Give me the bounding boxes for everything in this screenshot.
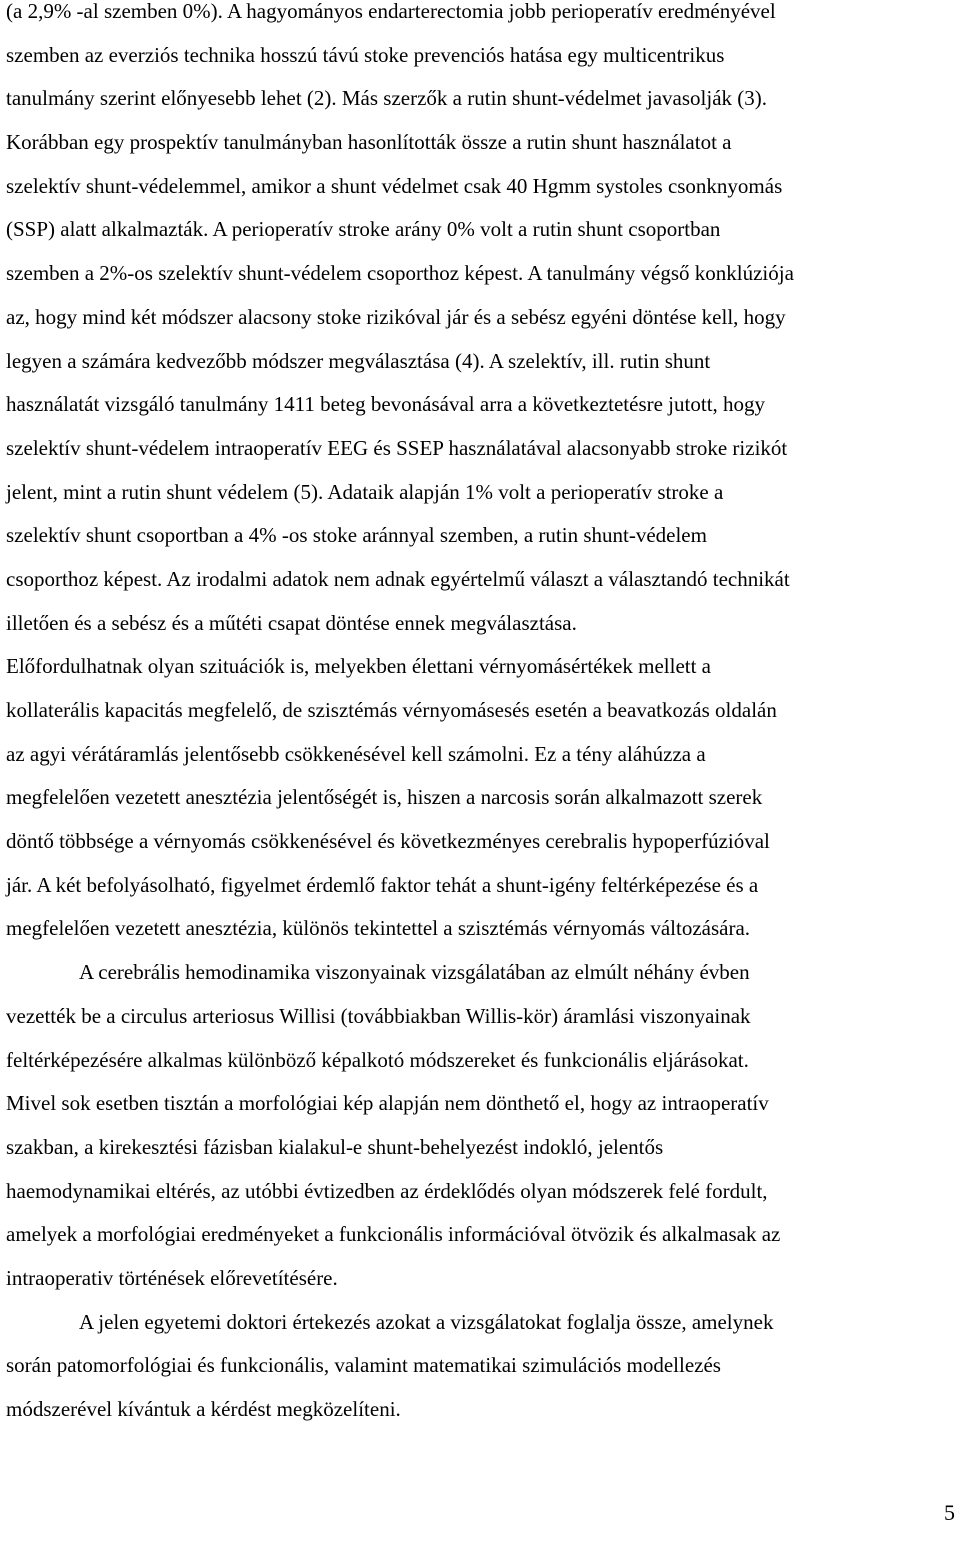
text-line: (SSP) alatt alkalmazták. A perioperatív stroke arány 0% volt a rutin shunt csoportban — [6, 217, 721, 242]
text-line: módszerével kívántuk a kérdést megközelíteni. — [6, 1397, 401, 1421]
text-line: szakban, a kirekesztési fázisban kialakul-e shunt-behelyezést indokló, jelentős — [6, 1134, 664, 1159]
paragraph — [6, 1301, 954, 1432]
text-line: szelektív shunt-védelemmel, amikor a shunt védelmet csak 40 Hgmm systoles csonknyomás — [6, 173, 783, 198]
text-line: az agyi vérátáramlás jelentősebb csökkenésével kell számolni. Ez a tény aláhúzza a — [6, 741, 706, 766]
text-line: intraoperativ történések előrevetítésére. — [6, 1265, 338, 1290]
text-line: haemodynamikai eltérés, az utóbbi évtizedben az érdeklődés olyan módszerek felé fordult, — [6, 1178, 768, 1203]
text-line: (a 2,9% -al szemben 0%). A hagyományos endarterectomia jobb perioperatív eredményével — [6, 0, 776, 23]
paragraph — [6, 0, 954, 645]
text-line: az, hogy mind két módszer alacsony stoke rizikóval jár és a sebész egyéni döntése kell, hogy — [6, 304, 786, 329]
text-line: Mivel sok esetben tisztán a morfológiai kép alapján nem dönthető el, hogy az intraoperatív — [6, 1091, 769, 1116]
text-line: vezették be a circulus arteriosus Willisi (továbbiakban Willis-kör) áramlási viszonyainak — [6, 1003, 751, 1028]
text-line: megfelelően vezetett anesztézia, különös tekintettel a szisztémás vérnyomás változására. — [6, 916, 751, 941]
document-page — [6, 0, 954, 1432]
page-number: 5 — [944, 1500, 955, 1525]
text-line: jelent, mint a rutin shunt védelem (5). Adataik alapján 1% volt a perioperatív stroke a — [6, 479, 724, 504]
text-line: Előfordulhatnak olyan szituációk is, melyekben élettani vérnyomásértékek mellett a — [6, 654, 712, 679]
text-line: kollaterális kapacitás megfelelő, de szisztémás vérnyomásesés esetén a beavatkozás oldalán — [6, 698, 777, 722]
text-line: döntő többsége a vérnyomás csökkenésével és következményes cerebralis hypoperfúzióval — [6, 829, 770, 854]
text-line: szemben a 2%-os szelektív shunt-védelem csoporthoz képest. A tanulmány végső konklúziója — [6, 261, 794, 286]
text-line: megfelelően vezetett anesztézia jelentőségét is, hiszen a narcosis során alkalmazott szerek — [6, 785, 763, 810]
text-line: A cerebrális hemodinamika viszonyainak vizsgálatában az elmúlt néhány évben — [79, 960, 750, 985]
text-line: jár. A két befolyásolható, figyelmet érdemlő faktor tehát a shunt-igény feltérképezése és a — [6, 872, 759, 897]
text-line: csoporthoz képest. Az irodalmi adatok nem adnak egyértelmű választ a választandó technikát — [6, 566, 790, 591]
text-line: szelektív shunt csoportban a 4% -os stoke aránnyal szemben, a rutin shunt-védelem — [6, 523, 707, 548]
text-line: A jelen egyetemi doktori értekezés azokat a vizsgálatokat foglalja össze, amelynek — [79, 1309, 774, 1334]
text-line: feltérképezésére alkalmas különböző képalkotó módszereket és funkcionális eljárásokat. — [6, 1047, 749, 1072]
text-line: használatát vizsgáló tanulmány 1411 beteg bevonásával arra a következtetésre jutott, hogy — [6, 392, 766, 417]
text-line: legyen a számára kedvezőbb módszer megválasztása (4). A szelektív, ill. rutin shunt — [6, 348, 711, 373]
text-line: szelektív shunt-védelem intraoperatív EEG és SSEP használatával alacsonyabb stroke rizikót — [6, 435, 788, 460]
text-line: tanulmány szerint előnyesebb lehet (2). Más szerzők a rutin shunt-védelmet javasolják (3). — [6, 86, 768, 111]
text-line: amelyek a morfológiai eredményeket a funkcionális információval ötvözik és alkalmasak az — [6, 1222, 781, 1247]
text-line: során patomorfológiai és funkcionális, valamint matematikai szimulációs modellezés — [6, 1353, 721, 1378]
paragraph — [6, 951, 954, 1301]
paragraph — [6, 645, 954, 951]
text-line: Korábban egy prospektív tanulmányban hasonlították össze a rutin shunt használatot a — [6, 130, 732, 155]
text-line: illetően és a sebész és a műtéti csapat döntése ennek megválasztása. — [6, 610, 577, 635]
text-line: szemben az everziós technika hosszú távú stoke prevenciós hatása egy multicentrikus — [6, 42, 725, 67]
